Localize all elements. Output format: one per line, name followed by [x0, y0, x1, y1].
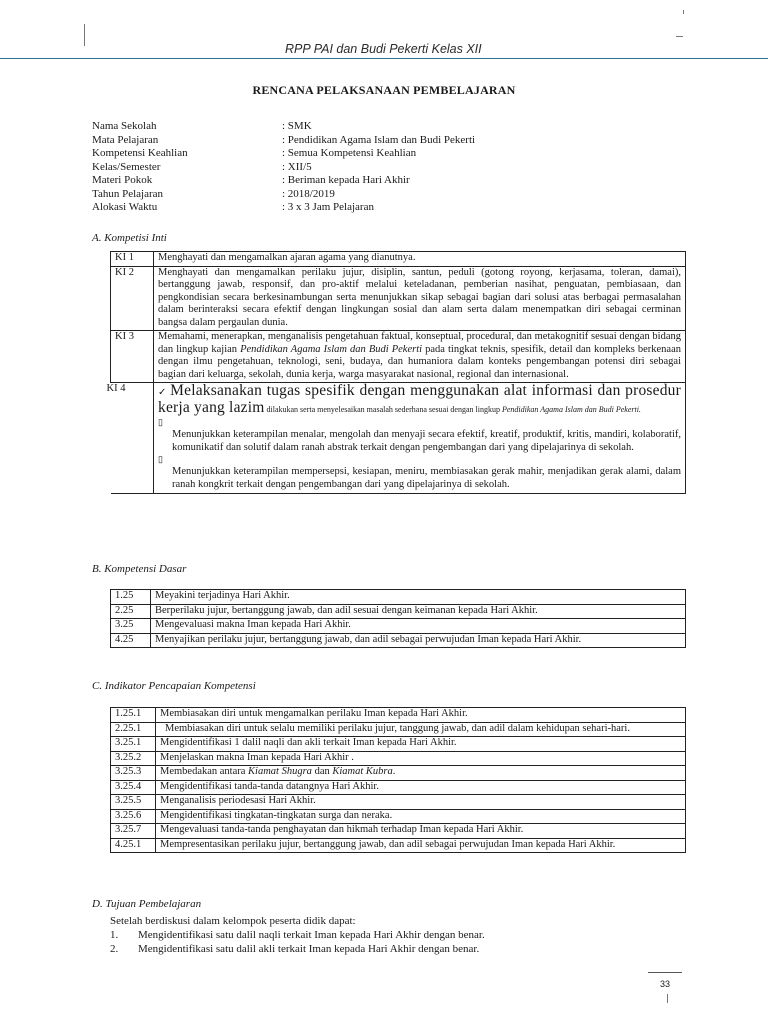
- ki-text: [154, 331, 686, 383]
- kd-code: 3.25: [111, 619, 151, 634]
- ipk-text-emphasis: Kiamat Kubra: [332, 766, 393, 777]
- ipk-text-emphasis: Kiamat Shugra: [248, 766, 312, 777]
- info-value: : 3 x 3 Jam Pelajaran: [282, 201, 374, 213]
- ipk-text: Mempresentasikan perilaku jujur, bertanggung jawab, dan adil sebagai perwujudan Iman kepada Hari Akhir.: [156, 838, 686, 853]
- section-heading-a: A. Kompetisi Inti: [92, 232, 167, 244]
- ipk-text: Menganalisis periodesasi Hari Akhir.: [156, 795, 686, 810]
- table-row: [111, 722, 686, 737]
- ipk-text-part: .: [392, 766, 396, 777]
- ki4-item: Menunjukkan keterampilan mempersepsi, kesiapan, meniru, membiasakan gerak mahir, menjadikan gerak alami, dalam ranah kongkrit terkait dengan pengembangan dari yang dipelajarinya di sekolah.: [172, 466, 681, 490]
- corner-mark-top-right-dash: [676, 36, 683, 37]
- tujuan-block: [110, 914, 485, 956]
- ki-text-part: pada tingkat teknis, spesifik, detail dan kompleks berkenaan dengan ilmu pengetahuan, teknologi, seni, budaya, dan humaniora dalam konteks pengembangan potensi diri sebagai bagian dari keluarga, sekolah, dunia kerja, warga masyarakat nasional, regional dan internasional.: [158, 343, 682, 380]
- table-row: [111, 604, 686, 619]
- info-label: Kelas/Semester: [92, 160, 161, 173]
- kd-code: 4.25: [111, 633, 151, 648]
- ipk-table: [110, 707, 686, 853]
- table-row: [111, 383, 686, 494]
- table-row: [111, 266, 686, 331]
- ipk-text: Mengevaluasi tanda-tanda penghayatan dan hikmah terhadap Iman kepada Hari Akhir.: [156, 824, 686, 839]
- ki-code: KI 1: [111, 252, 154, 267]
- ki4-item: Menunjukkan keterampilan menalar, mengolah dan menyaji secara efektif, kreatif, produktif, kritis, mandiri, kolaboratif, komunikatif dan solutif dalam ranah abstrak terkait dengan pengembangan dari yang dipelajarinya di sekolah.: [172, 429, 681, 453]
- ipk-code: 3.25.5: [111, 795, 156, 810]
- section-heading-b: B. Kompetensi Dasar: [92, 563, 187, 575]
- tujuan-intro: Setelah berdiskusi dalam kelompok peserta didik dapat:: [110, 915, 356, 927]
- info-label: Tahun Pelajaran: [92, 187, 164, 200]
- info-label: Alokasi Waktu: [92, 201, 158, 213]
- info-label: Materi Pokok: [92, 174, 153, 186]
- list-text: Mengidentifikasi satu dalil akli terkait Iman kepada Hari Akhir dengan benar.: [138, 943, 480, 955]
- info-label: Kompetensi Keahlian: [92, 147, 188, 159]
- table-row: [111, 751, 686, 766]
- bullet-icon: ▯: [158, 417, 163, 427]
- kd-text: Mengevaluasi makna Iman kepada Hari Akhir.: [151, 619, 686, 634]
- table-row: [111, 590, 686, 605]
- info-row: [92, 188, 475, 202]
- table-row: [111, 737, 686, 752]
- info-row: [92, 201, 475, 215]
- ipk-code: 3.25.1: [111, 737, 156, 752]
- ki-text-part: Memahami, menerapkan, menganalisis pengetahuan faktual, konseptual, procedural, dan metakognitif sesuai dengan bidang dan lingkup kajian: [158, 331, 681, 355]
- ipk-text-part: dan: [311, 766, 333, 777]
- corner-mark-bottom-right: [667, 994, 668, 1003]
- ipk-code: 3.25.3: [111, 766, 156, 781]
- ipk-code: 3.25.2: [111, 751, 156, 766]
- kd-code: 2.25: [111, 604, 151, 619]
- header-title: RPP PAI dan Budi Pekerti Kelas XII: [285, 42, 482, 56]
- table-row: [111, 780, 686, 795]
- ki4-lead: [158, 383, 681, 417]
- ipk-code: 4.25.1: [111, 838, 156, 853]
- table-row: [111, 708, 686, 723]
- table-row: [111, 809, 686, 824]
- info-row: [92, 147, 475, 161]
- bullet-icon: ▯: [158, 454, 163, 464]
- header-rule: [0, 58, 768, 59]
- ipk-code: 2.25.1: [111, 722, 156, 737]
- ipk-code: 3.25.6: [111, 809, 156, 824]
- info-row: [92, 174, 475, 188]
- info-value: : 2018/2019: [282, 187, 335, 200]
- table-row: [111, 824, 686, 839]
- ipk-text: Menjelaskan makna Iman kepada Hari Akhir .: [156, 751, 686, 766]
- kd-table: [110, 589, 686, 648]
- info-value: : XII/5: [282, 160, 312, 173]
- footer-rule: [648, 972, 682, 973]
- list-number: 2.: [110, 943, 119, 955]
- ki-code: KI 2: [111, 266, 154, 331]
- ipk-text: Mengidentifikasi tingkatan-tingkatan surga dan neraka.: [156, 809, 686, 824]
- kd-code: 1.25: [111, 590, 151, 605]
- info-value: : Semua Kompetensi Keahlian: [282, 147, 417, 159]
- ipk-text: Membiasakan diri untuk selalu memiliki perilaku jujur, tanggung jawab, dan adil dalam kehidupan sehari-hari.: [156, 722, 686, 737]
- ki-text: [154, 383, 686, 494]
- kd-text: Menyajikan perilaku jujur, bertanggung jawab, dan adil sebagai perwujudan Iman kepada Hari Akhir.: [151, 633, 686, 648]
- ipk-text-part: Membedakan antara: [160, 766, 249, 777]
- section-heading-c: C. Indikator Pencapaian Kompetensi: [92, 680, 256, 692]
- identity-block: [92, 120, 475, 215]
- ki-code: KI 3: [111, 331, 154, 383]
- ki-text: Menghayati dan mengamalkan ajaran agama yang dianutnya.: [154, 252, 686, 267]
- checkmark-icon: ✓: [158, 387, 167, 398]
- ipk-text: Mengidentifikasi tanda-tanda datangnya Hari Akhir.: [156, 780, 686, 795]
- ipk-code: 1.25.1: [111, 708, 156, 723]
- info-value: : Pendidikan Agama Islam dan Budi Pekerti: [282, 133, 476, 146]
- list-number: 1.: [110, 929, 119, 941]
- ipk-code: 3.25.4: [111, 780, 156, 795]
- table-row: [111, 838, 686, 853]
- ki4-small-emphasis: Pendidikan Agama Islam dan Budi Pekerti.: [501, 405, 641, 414]
- table-row: [111, 619, 686, 634]
- corner-mark-top-right: [683, 10, 684, 14]
- table-row: [111, 766, 686, 781]
- list-text: Mengidentifikasi satu dalil naqli terkait Iman kepada Hari Akhir dengan benar.: [138, 929, 485, 941]
- info-label: Nama Sekolah: [92, 120, 157, 132]
- info-value: : SMK: [282, 120, 312, 132]
- info-label: Mata Pelajaran: [92, 133, 159, 146]
- page-header: [0, 40, 768, 60]
- ipk-code: 3.25.7: [111, 824, 156, 839]
- page-number: 33: [660, 979, 671, 989]
- ki4-main-text: Melaksanakan tugas spesifik dengan menggunakan alat informasi dan prosedur kerja yang lazim: [158, 382, 681, 416]
- kd-text: Meyakini terjadinya Hari Akhir.: [151, 590, 686, 605]
- ki-text: Menghayati dan mengamalkan perilaku jujur, disiplin, santun, peduli (gotong royong, kerjasama, toleran, damai), bertanggung jawab, responsif, dan pro-aktif melalui keteladanan, pemberian nasihat, penguatan, pembiasaan, dan pengkondisian secara berkesinambungan serta menunjukkan sikap sebagai bagian dari solusi atas berbagai permasalahan dalam berinteraksi secara efektif dengan lingkungan sosial dan alam serta dalam menempatkan diri sebagai cerminan bangsa dalam pergaulan dunia.: [154, 266, 686, 331]
- list-item: [110, 942, 485, 956]
- list-item: [110, 928, 485, 942]
- ki-text-emphasis: Pendidikan Agama Islam dan Budi Pekerti: [240, 343, 423, 355]
- ipk-text: Mengidentifikasi 1 dalil naqli dan akli terkait Iman kepada Hari Akhir.: [156, 737, 686, 752]
- document-title: RENCANA PELAKSANAAN PEMBELAJARAN: [252, 83, 516, 97]
- info-row: [92, 120, 475, 134]
- table-row: [111, 331, 686, 383]
- ki-table: [106, 251, 686, 494]
- info-row: [92, 134, 475, 148]
- info-value: : Beriman kepada Hari Akhir: [282, 174, 410, 186]
- section-heading-d: D. Tujuan Pembelajaran: [92, 898, 202, 910]
- table-row: [111, 795, 686, 810]
- ipk-text: [156, 766, 686, 781]
- info-row: [92, 161, 475, 175]
- ipk-text: Membiasakan diri untuk mengamalkan perilaku Iman kepada Hari Akhir.: [156, 708, 686, 723]
- table-row: [111, 252, 686, 267]
- ki-code: KI 4: [103, 383, 146, 494]
- kd-text: Berperilaku jujur, bertanggung jawab, dan adil sesuai dengan keimanan kepada Hari Akhir.: [151, 604, 686, 619]
- table-row: [111, 633, 686, 648]
- ki4-small-text: dilakukan serta menyelesaikan masalah sederhana sesuai dengan lingkup: [264, 405, 502, 414]
